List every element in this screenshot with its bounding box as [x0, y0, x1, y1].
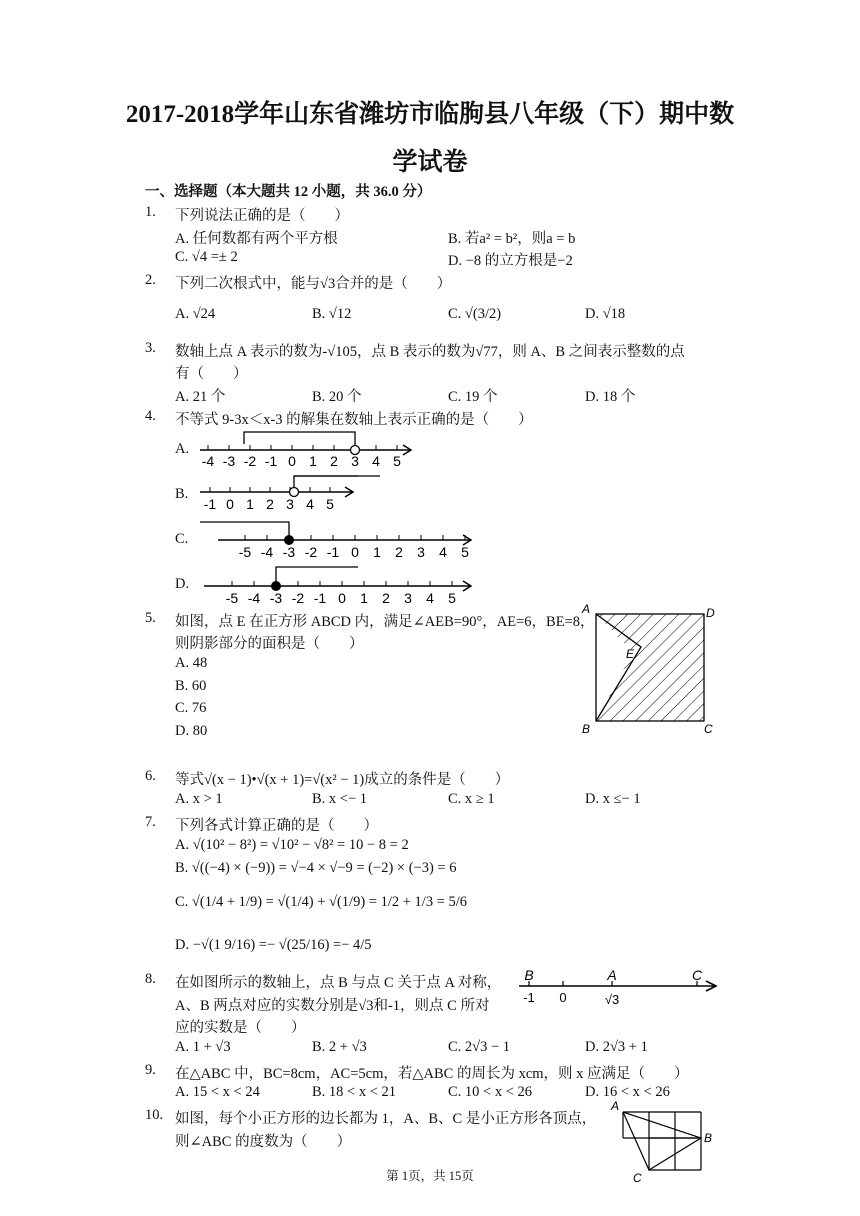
tick-label: 4 [306, 496, 314, 512]
page-title-line2: 学试卷 [392, 149, 468, 176]
question-text-cont: A、B 两点对应的实数分别是√3和-1，则点 C 所对 [175, 998, 490, 1014]
option-c: C. 2√3 − 1 [448, 1039, 511, 1055]
question-text: 下列二次根式中，能与√3合并的是（ ） [175, 276, 452, 292]
tick-label: -5 [225, 590, 239, 606]
point-a-label: A [607, 967, 617, 983]
tick-label: 3 [351, 453, 359, 469]
label-d: D [706, 606, 715, 620]
point-b-label: B [524, 967, 534, 983]
option-b: B. 2 + √3 [312, 1039, 367, 1055]
tick-label: -1 [523, 990, 535, 1005]
tick-label: 2 [330, 453, 338, 469]
tick-label: -2 [291, 590, 305, 606]
option-d: D. −√(1 9/16) =− √(25/16) =− 4/5 [175, 937, 372, 953]
tick-label: 5 [326, 496, 334, 512]
point-c-label: C [691, 967, 703, 983]
option-b: B. 若a² = b²，则a = b [448, 231, 576, 247]
question-text: 如图，点 E 在正方形 ABCD 内，满足∠AEB=90°，AE=6，BE=8， [175, 614, 595, 630]
tick-label: -4 [247, 590, 261, 606]
tick-label: -2 [304, 544, 318, 560]
question-text-cont: 应的实数是（ ） [175, 1020, 306, 1036]
question-number: 4. [145, 408, 156, 424]
tick-label: 0 [338, 590, 346, 606]
question-number: 1. [145, 204, 156, 220]
label-e: E [626, 647, 635, 661]
tick-label: -3 [269, 590, 283, 606]
question-number: 8. [145, 971, 156, 987]
tick-label: 5 [448, 590, 456, 606]
tick-label: 0 [559, 990, 567, 1005]
option-b: B. √((−4) × (−9)) = √−4 × √−9 = (−2) × (−3) = 6 [175, 860, 457, 876]
tick-label: 1 [309, 453, 317, 469]
option-d: D. 18 个 [585, 389, 636, 405]
option-b: B. x <− 1 [312, 791, 368, 807]
option-c: C. 10 < x < 26 [448, 1084, 533, 1100]
number-line-a [198, 428, 418, 470]
option-d: D. [175, 576, 190, 592]
tick-label: -2 [243, 453, 257, 469]
question-number: 3. [145, 340, 156, 356]
tick-label: -3 [282, 544, 296, 560]
option-b: B. 20 个 [312, 389, 362, 405]
option-d: D. x ≤− 1 [585, 791, 641, 807]
tick-label: 0 [226, 496, 234, 512]
tick-label: 4 [372, 453, 380, 469]
option-c: C. 19 个 [448, 389, 498, 405]
tick-label: 2 [266, 496, 274, 512]
label-a: A [611, 1099, 620, 1113]
tick-label: 0 [351, 544, 359, 560]
tick-label: 0 [288, 453, 296, 469]
option-c: C. √4 =± 2 [175, 249, 238, 265]
option-c: C. x ≥ 1 [448, 791, 495, 807]
option-d: D. 2√3 + 1 [585, 1039, 648, 1055]
option-a: A. √24 [175, 306, 216, 322]
question-text-cont: 则∠ABC 的度数为（ ） [175, 1134, 352, 1150]
question-text: 不等式 9-3x＜x-3 的解集在数轴上表示正确的是（ ） [175, 412, 533, 428]
option-a: A. √(10² − 8²) = √10² − √8² = 10 − 8 = 2 [175, 837, 409, 853]
question-text-cont: 有（ ） [175, 366, 248, 382]
tick-label: -3 [222, 453, 236, 469]
option-d: D. √18 [585, 306, 626, 322]
option-b: B. √12 [312, 306, 352, 322]
option-d: D. 16 < x < 26 [585, 1084, 670, 1100]
option-b: B. 60 [175, 678, 207, 694]
option-a: A. x > 1 [175, 791, 223, 807]
tick-label: -1 [313, 590, 327, 606]
option-c: C. √(1/4 + 1/9) = √(1/4) + √(1/9) = 1/2 + 1/3 = 5/6 [175, 894, 468, 910]
question-number: 9. [145, 1062, 156, 1078]
option-a: A. 1 + √3 [175, 1039, 231, 1055]
question-number: 7. [145, 814, 156, 830]
question-number: 2. [145, 272, 156, 288]
tick-label: -5 [238, 544, 252, 560]
option-c: C. [175, 531, 189, 547]
option-d: D. 80 [175, 723, 208, 739]
question-text: 在如图所示的数轴上，点 B 与点 C 关于点 A 对称， [175, 975, 502, 991]
question-text: 下列各式计算正确的是（ ） [175, 818, 378, 834]
section-heading: 一、选择题（本大题共 12 小题，共 36.0 分） [145, 184, 432, 200]
question-text: 如图，每个小正方形的边长都为 1，A、B、C 是小正方形各顶点， [175, 1111, 597, 1127]
tick-label: 3 [404, 590, 412, 606]
tick-label: 2 [395, 544, 403, 560]
option-b: B. [175, 486, 189, 502]
number-line-b-range [294, 472, 384, 482]
tick-label: -4 [260, 544, 274, 560]
question-number: 5. [145, 610, 156, 626]
tick-label: 5 [461, 544, 469, 560]
question-text: 等式√(x − 1)•√(x + 1)=√(x² − 1)成立的条件是（ ） [175, 772, 510, 788]
option-a: A. 48 [175, 655, 208, 671]
tick-label: -1 [326, 544, 340, 560]
option-c: C. √(3/2) [448, 306, 502, 322]
tick-label: 1 [360, 590, 368, 606]
tick-label: 3 [417, 544, 425, 560]
label-a: A [582, 602, 591, 616]
question-number: 6. [145, 768, 156, 784]
page-footer: 第 1页，共 15页 [386, 1169, 474, 1183]
label-b: B [704, 1131, 713, 1145]
option-c: C. 76 [175, 700, 207, 716]
tick-label: 1 [373, 544, 381, 560]
question-text: 在△ABC 中，BC=8cm，AC=5cm，若△ABC 的周长为 xcm，则 x 应满足（ ） [175, 1066, 689, 1082]
tick-label: 4 [426, 590, 434, 606]
tick-label: 2 [382, 590, 390, 606]
label-c: C [633, 1171, 642, 1184]
option-a: A. [175, 441, 190, 457]
question-text: 数轴上点 A 表示的数为-√105，点 B 表示的数为√77，则 A、B 之间表示整数的点 [175, 344, 685, 360]
q8-number-line [515, 966, 720, 1012]
tick-label: 4 [439, 544, 447, 560]
tick-label: 1 [246, 496, 254, 512]
tick-label: -1 [203, 496, 217, 512]
label-c: C [704, 722, 713, 736]
tick-label: -1 [264, 453, 278, 469]
option-a: A. 任何数都有两个平方根 [175, 231, 338, 247]
tick-label: 5 [393, 453, 401, 469]
option-a: A. 21 个 [175, 389, 226, 405]
page-title-line1: 2017-2018学年山东省潍坊市临朐县八年级（下）期中数 [125, 101, 735, 128]
question-number: 10. [145, 1107, 164, 1123]
tick-label: -4 [201, 453, 215, 469]
option-d: D. −8 的立方根是−2 [448, 253, 573, 269]
tick-label: √3 [604, 992, 620, 1007]
option-b: B. 18 < x < 21 [312, 1084, 397, 1100]
tick-label: 3 [286, 496, 294, 512]
square-figure [578, 600, 718, 740]
question-text-cont: 则阴影部分的面积是（ ） [175, 636, 364, 652]
number-line-c [200, 518, 475, 562]
label-b: B [582, 722, 591, 736]
number-line-d [200, 562, 475, 606]
question-text: 下列说法正确的是（ ） [175, 208, 349, 224]
option-a: A. 15 < x < 24 [175, 1084, 260, 1100]
